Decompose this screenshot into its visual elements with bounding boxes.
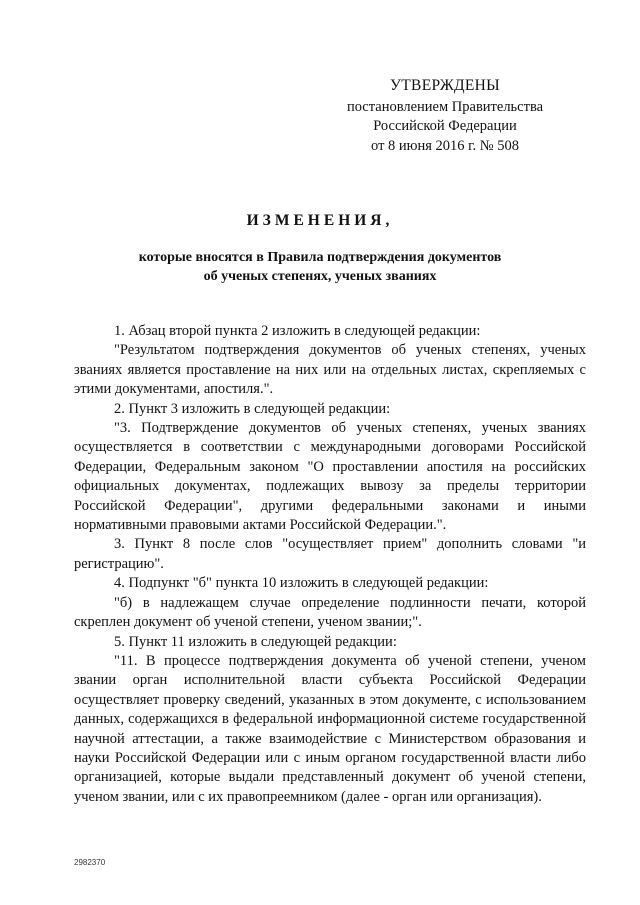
approval-line-3: от 8 июня 2016 г. № 508 xyxy=(371,137,519,154)
approval-heading: УТВЕРЖДЕНЫ xyxy=(390,77,500,94)
approval-block xyxy=(330,76,560,156)
approval-line-1: постановлением Правительства xyxy=(346,98,544,115)
subtitle-line-2: об ученых степенях, ученых званиях xyxy=(203,269,437,284)
paragraph: "3. Подтверждение документов об ученых степенях, ученых званиях осуществляется в соответствии с международными договорами Российской Федерации, Федеральным законом "О проставлении апостиля на российских официальных документах, подлежащих вывозу за пределы территории Российской Федерации", другими федеральными законами и иными нормативными правовыми актами Российской Федерации.". xyxy=(74,420,586,534)
paragraph: "Результатом подтверждения документов об ученых степенях, ученых званиях является проставление на них или на отдельных листах, скрепляемых с этими документами, апостиля.". xyxy=(74,342,586,398)
approval-line-2: Российской Федерации xyxy=(373,118,517,134)
paragraph: 2. Пункт 3 изложить в следующей редакции: xyxy=(114,400,391,417)
paragraph: 1. Абзац второй пункта 2 изложить в следующей редакции: xyxy=(114,323,481,339)
paragraph: 5. Пункт 11 изложить в следующей редакции: xyxy=(114,633,397,650)
paragraph: 4. Подпункт "б" пункта 10 изложить в следующей редакции: xyxy=(114,575,489,592)
document-code: 2982370 xyxy=(74,858,106,867)
paragraph: "11. В процессе подтверждения документа об ученой степени, ученом звании орган исполнительной власти субъекта Российской Федерации осуществляет проверку сведений, указанных в этом документе, с использованием данных, содержащихся в федеральной информационной системе государственной научной аттестации, а также взаимодействие с Министерством образования и науки Российской Федерации или с иным органом государственной власти либо организацией, которые выдали представленный документ об ученой степени, ученом звании, или с их правопреемником (далее - орган или организация). xyxy=(74,652,586,805)
subtitle-line-1: которые вносятся в Правила подтверждения документов xyxy=(138,250,502,265)
paragraph: 3. Пункт 8 после слов "осуществляет прием" дополнить словами "и регистрацию". xyxy=(74,536,586,572)
document-subtitle xyxy=(60,248,580,286)
paragraph: "б) в надлежащем случае определение подлинности печати, которой скреплен документ об ученой степени, ученом звании;". xyxy=(74,594,586,631)
document-body xyxy=(74,322,586,807)
document-title: ИЗМЕНЕНИЯ, xyxy=(246,212,394,229)
